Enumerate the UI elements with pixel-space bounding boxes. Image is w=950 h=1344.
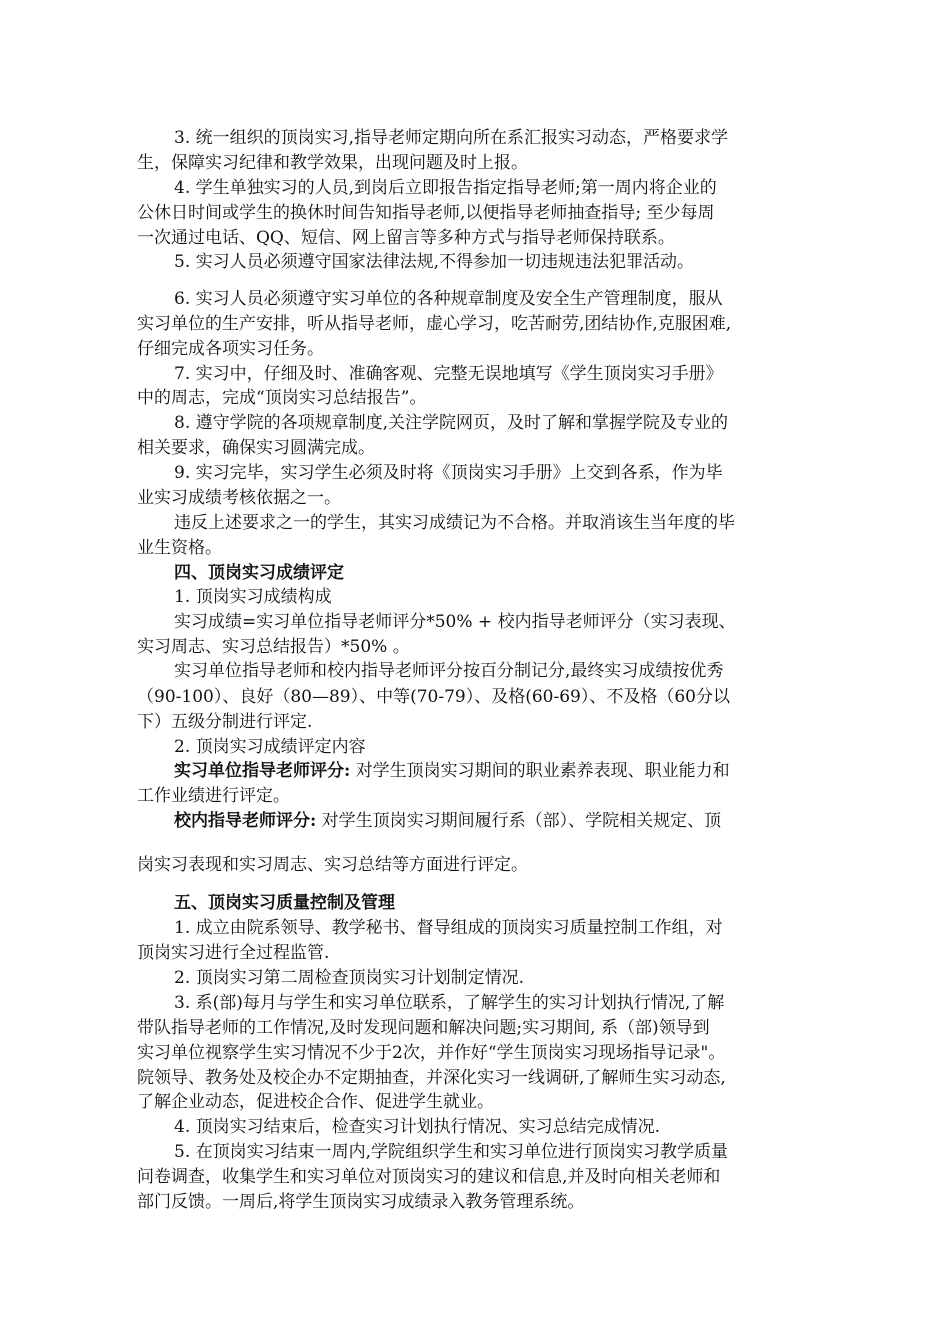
paragraph-line: 中的周志，完成“顶岗实习总结报告”。 [137, 388, 427, 408]
paragraph-line: 一次通过电话、QQ、短信、网上留言等多种方式与指导老师保持联系。 [137, 228, 675, 248]
paragraph-line: 相关要求，确保实习圆满完成。 [137, 438, 375, 458]
bold-term: 实习单位指导老师评分: [174, 761, 351, 781]
paragraph-line: 业实习成绩考核依据之一。 [137, 488, 341, 508]
paragraph-line: 院领导、教务处及校企办不定期抽查，并深化实习一线调研,了解师生实习动态, [137, 1068, 726, 1088]
paragraph-line: 问卷调查，收集学生和实习单位对顶岗实习的建议和信息,并及时向相关老师和 [137, 1167, 721, 1187]
paragraph-line: 2. 顶岗实习成绩评定内容 [174, 737, 366, 757]
formula-line: 实习成绩=实习单位指导老师评分*50% + 校内指导老师评分（实习表现、 [174, 612, 736, 632]
paragraph-line: 了解企业动态，促进校企合作、促进学生就业。 [137, 1092, 494, 1112]
paragraph-line: 带队指导老师的工作情况,及时发现问题和解决问题;实习期间, 系（部)领导到 [137, 1018, 710, 1038]
paragraph-line: 3. 统一组织的顶岗实习,指导老师定期向所在系汇报实习动态，严格要求学 [174, 128, 729, 148]
paragraph-line: 1. 成立由院系领导、教学秘书、督导组成的顶岗实习质量控制工作组，对 [174, 918, 723, 938]
paragraph-line: 生，保障实习纪律和教学效果，出现问题及时上报。 [137, 153, 528, 173]
paragraph-line: 7. 实习中，仔细及时、准确客观、完整无误地填写《学生顶岗实习手册》 [174, 364, 723, 384]
paragraph-line: 实习单位指导老师和校内指导老师评分按百分制记分,最终实习成绩按优秀 [174, 661, 724, 681]
paragraph-line: 1. 顶岗实习成绩构成 [174, 587, 332, 607]
formula-line: 实习周志、实习总结报告）*50% 。 [137, 637, 410, 657]
paragraph-line: 顶岗实习进行全过程监管. [137, 943, 330, 963]
paragraph-line: 下）五级分制进行评定. [137, 712, 313, 732]
paragraph-line: 8. 遵守学院的各项规章制度,关注学院网页，及时了解和掌握学院及专业的 [174, 413, 729, 433]
section-heading-5: 五、顶岗实习质量控制及管理 [174, 893, 395, 913]
paragraph-line: 2. 顶岗实习第二周检查顶岗实习计划制定情况. [174, 968, 525, 988]
paragraph-line: 业生资格。 [137, 538, 222, 558]
paragraph-line: 9. 实习完毕，实习学生必须及时将《顶岗实习手册》上交到各系，作为毕 [174, 463, 723, 483]
paragraph-line: 工作业绩进行评定。 [137, 786, 290, 806]
paragraph-text: 对学生顶岗实习期间履行系（部）、学院相关规定、顶 [316, 811, 722, 831]
paragraph-line: 5. 实习人员必须遵守国家法律法规,不得参加一切违规违法犯罪活动。 [174, 252, 695, 272]
paragraph-text: 对学生顶岗实习期间的职业素养表现、职业能力和 [350, 761, 730, 781]
paragraph-line: 4. 顶岗实习结束后，检查实习计划执行情况、实习总结完成情况. [174, 1117, 661, 1137]
paragraph-line: 公休日时间或学生的换休时间告知指导老师,以便指导老师抽查指导; 至少每周 [137, 203, 715, 223]
paragraph-line: 部门反馈。一周后,将学生顶岗实习成绩录入教务管理系统。 [137, 1192, 585, 1212]
paragraph-line: 实习单位的生产安排，听从指导老师，虚心学习，吃苦耐劳,团结协作,克服困难, [137, 314, 732, 334]
paragraph-line [174, 809, 721, 834]
paragraph-line: 仔细完成各项实习任务。 [137, 339, 324, 359]
section-heading-4: 四、顶岗实习成绩评定 [174, 563, 344, 583]
paragraph-line: 违反上述要求之一的学生，其实习成绩记为不合格。并取消该生当年度的毕 [174, 513, 735, 533]
paragraph-line: 4. 学生单独实习的人员,到岗后立即报告指定指导老师;第一周内将企业的 [174, 178, 717, 198]
paragraph-line: （90-100）、良好（80—89）、中等(70-79）、及格(60-69）、不及格（60分以 [137, 687, 730, 707]
paragraph-line: 6. 实习人员必须遵守实习单位的各种规章制度及安全生产管理制度，服从 [174, 289, 723, 309]
paragraph-line: 5. 在顶岗实习结束一周内,学院组织学生和实习单位进行顶岗实习教学质量 [174, 1142, 729, 1162]
bold-term: 校内指导老师评分: [174, 811, 317, 831]
paragraph-line: 3. 系(部)每月与学生和实习单位联系，了解学生的实习计划执行情况,了解 [174, 993, 725, 1013]
paragraph-line: 实习单位视察学生实习情况不少于2次，并作好“学生顶岗实习现场指导记录"。 [137, 1043, 726, 1063]
paragraph-line [174, 759, 730, 784]
paragraph-line: 岗实习表现和实习周志、实习总结等方面进行评定。 [137, 855, 528, 875]
